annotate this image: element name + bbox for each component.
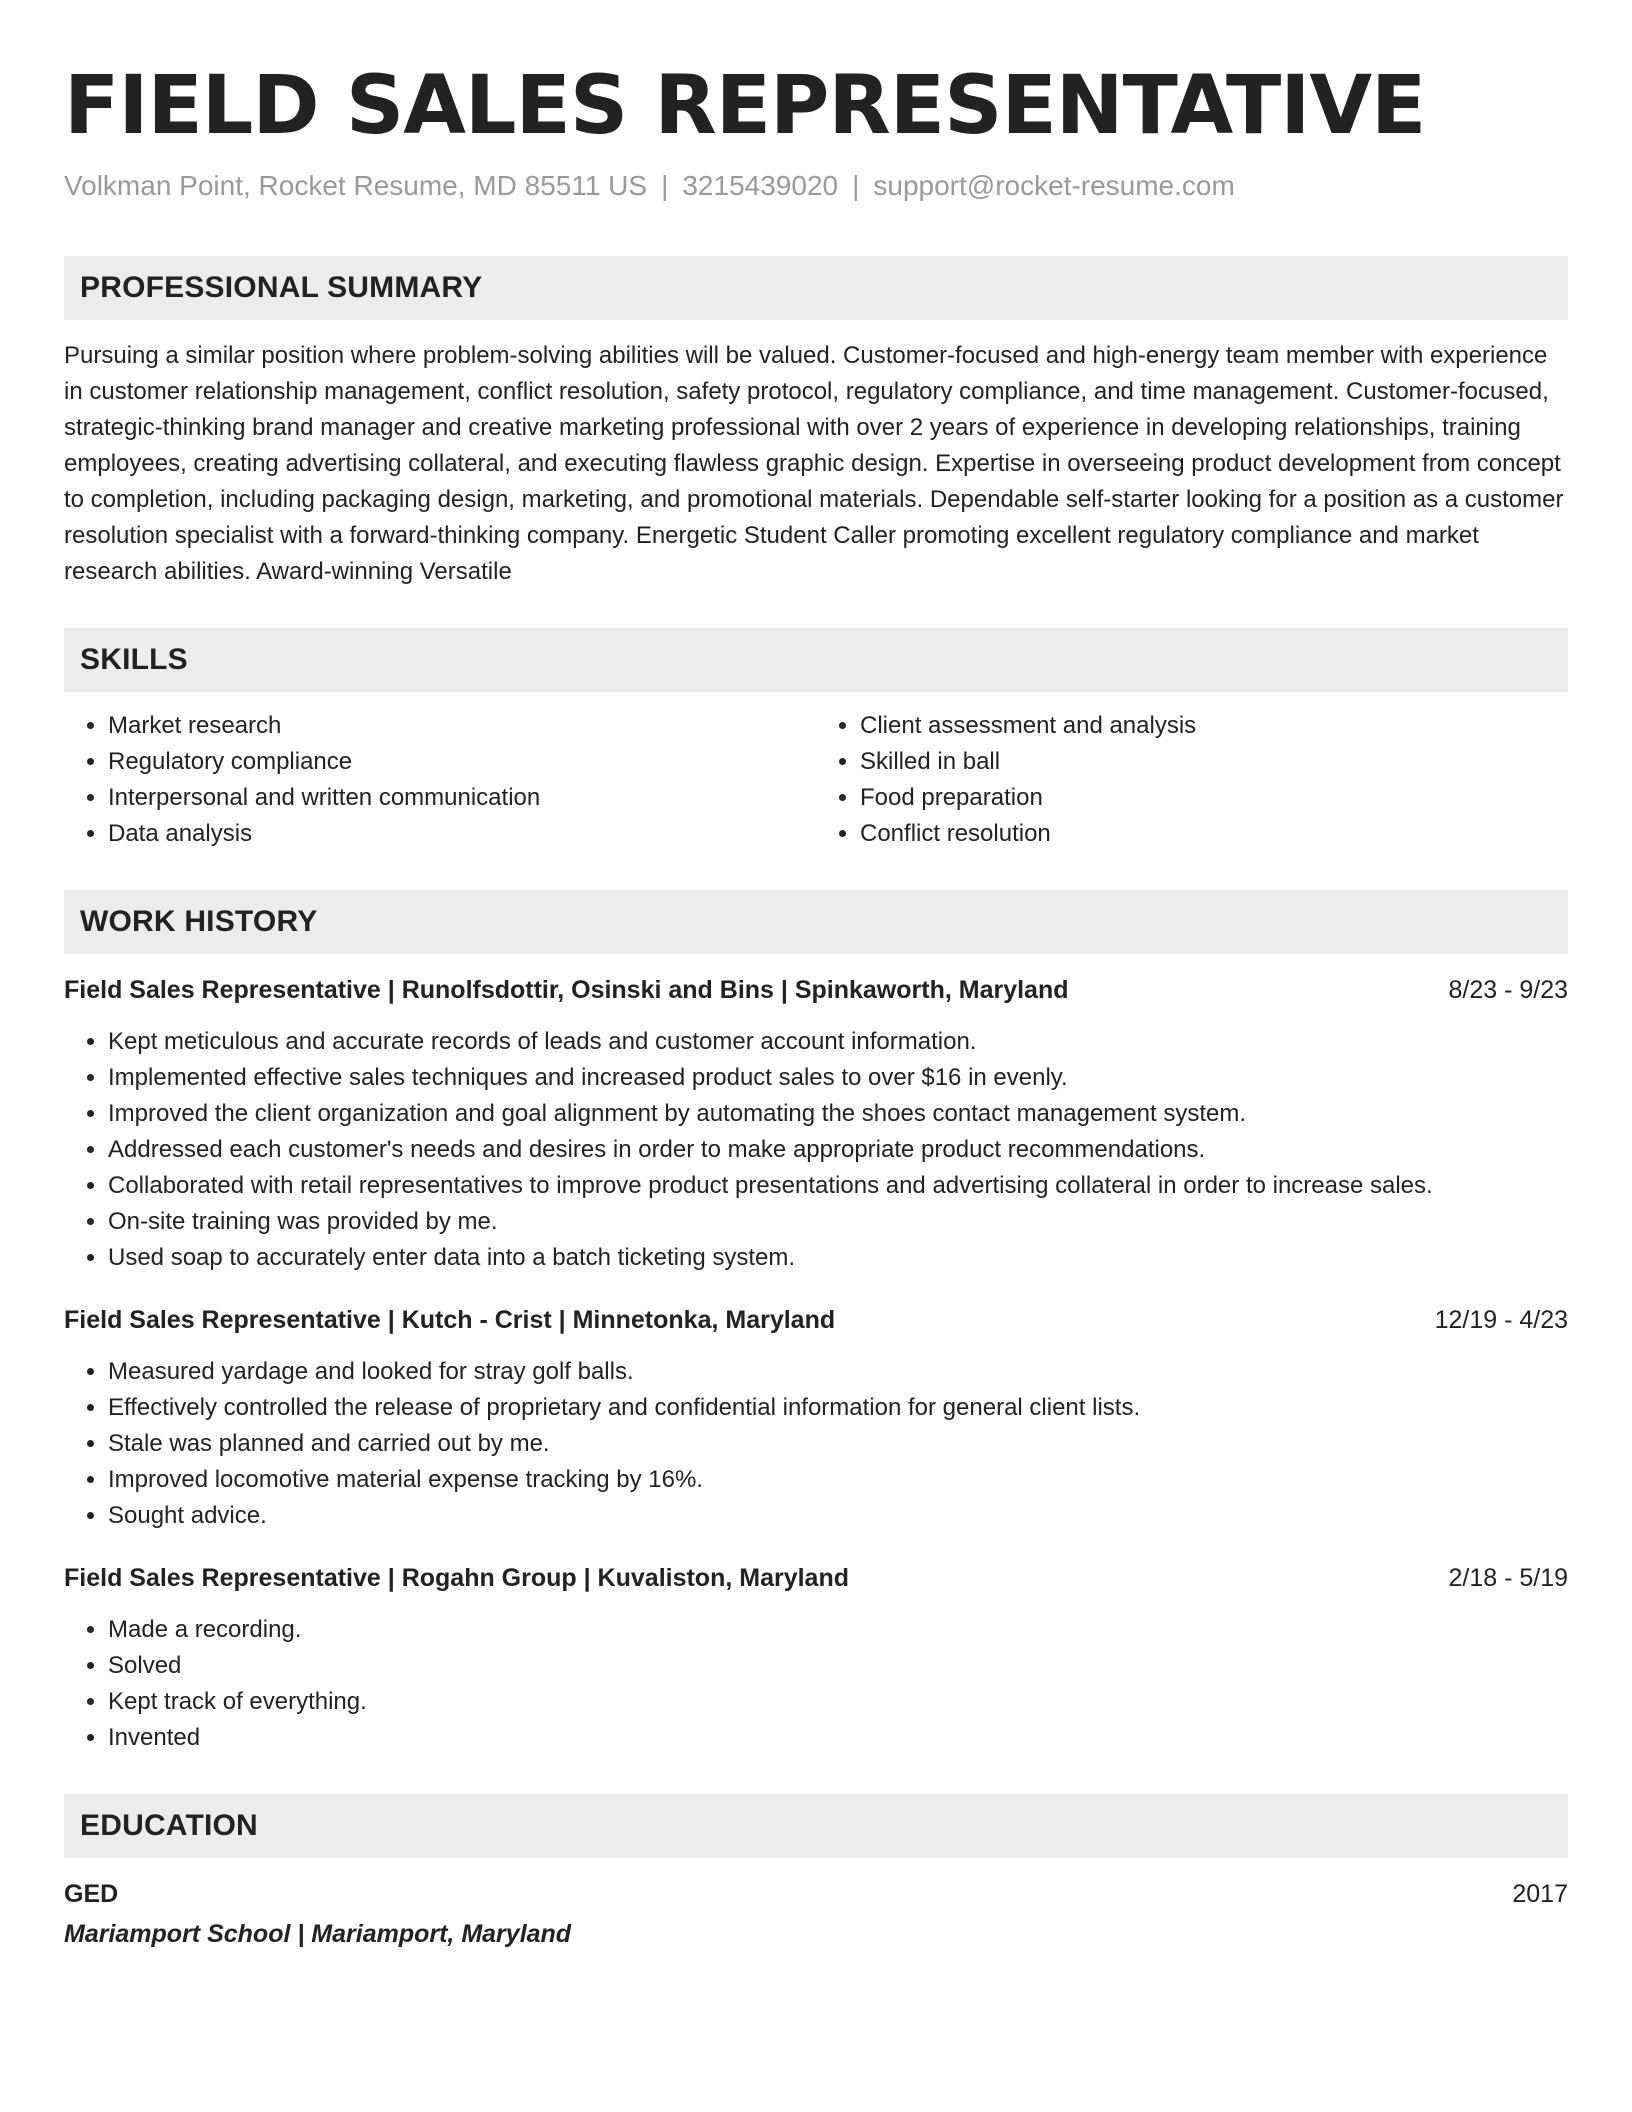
section-title-skills: SKILLS (80, 643, 188, 676)
education-degree: GED (64, 1880, 119, 1908)
contact-separator: | (852, 170, 860, 201)
job-bullet: • On-site training was provided by me. (108, 1204, 1568, 1240)
job-bullet: • Stale was planned and carried out by me. (108, 1426, 1568, 1462)
job-bullet: • Invented (108, 1720, 1568, 1756)
job-bullet: • Effectively controlled the release of proprietary and confidential information for general client lists. (108, 1390, 1568, 1426)
skills-column-left (64, 708, 816, 852)
contact-separator: | (661, 170, 669, 201)
candidate-name: FIELD SALES REPRESENTATIVE (64, 59, 1426, 153)
skill-item: • Food preparation (860, 780, 1568, 816)
section-title-education: EDUCATION (80, 1809, 258, 1842)
section-header-work-history (64, 890, 1568, 954)
skill-item: • Market research (108, 708, 816, 744)
skill-item: • Client assessment and analysis (860, 708, 1568, 744)
section-title-work-history: WORK HISTORY (80, 905, 318, 938)
education-header (64, 1876, 1568, 1912)
job-bullet: • Kept track of everything. (108, 1684, 1568, 1720)
job-bullet: • Addressed each customer's needs and desires in order to make appropriate product recommendations. (108, 1132, 1568, 1168)
job-bullet: • Improved locomotive material expense tracking by 16%. (108, 1462, 1568, 1498)
job-bullet: • Measured yardage and looked for stray golf balls. (108, 1354, 1568, 1390)
job-entry (64, 1302, 1568, 1534)
job-title: Field Sales Representative | Rogahn Group | Kuvaliston, Maryland (64, 1564, 849, 1592)
education-school: Mariamport School | Mariamport, Maryland (64, 1920, 572, 1948)
job-bullet: • Improved the client organization and goal alignment by automating the shoes contact management system. (108, 1096, 1568, 1132)
job-bullet: • Implemented effective sales techniques and increased product sales to over $16 in evenly. (108, 1060, 1568, 1096)
job-entry (64, 1560, 1568, 1756)
contact-phone: 3215439020 (682, 170, 839, 201)
job-entry (64, 972, 1568, 1276)
job-dates: 8/23 - 9/23 (1448, 976, 1568, 1004)
education-year: 2017 (1512, 1880, 1568, 1908)
skills-list (64, 708, 1568, 852)
job-bullet: • Collaborated with retail representatives to improve product presentations and advertising collateral in order to increase sales. (108, 1168, 1568, 1204)
skill-item: • Conflict resolution (860, 816, 1568, 852)
job-bullets (64, 1354, 1568, 1534)
job-dates: 2/18 - 5/19 (1448, 1564, 1568, 1592)
skills-column-right (816, 708, 1568, 852)
job-header (64, 1560, 1568, 1596)
job-header (64, 972, 1568, 1008)
job-bullets (64, 1612, 1568, 1756)
job-bullet: • Made a recording. (108, 1612, 1568, 1648)
job-bullets (64, 1024, 1568, 1276)
skill-item: • Data analysis (108, 816, 816, 852)
job-bullet: • Kept meticulous and accurate records of leads and customer account information. (108, 1024, 1568, 1060)
job-bullet: • Used soap to accurately enter data into a batch ticketing system. (108, 1240, 1568, 1276)
contact-line (64, 168, 1568, 204)
section-header-summary (64, 256, 1568, 320)
job-dates: 12/19 - 4/23 (1434, 1306, 1568, 1334)
skill-item: • Skilled in ball (860, 744, 1568, 780)
skill-item: • Regulatory compliance (108, 744, 816, 780)
section-header-skills (64, 628, 1568, 692)
job-bullet: • Solved (108, 1648, 1568, 1684)
job-title: Field Sales Representative | Kutch - Crist | Minnetonka, Maryland (64, 1306, 836, 1334)
job-title: Field Sales Representative | Runolfsdottir, Osinski and Bins | Spinkaworth, Maryland (64, 976, 1069, 1004)
job-header (64, 1302, 1568, 1338)
job-bullet: • Sought advice. (108, 1498, 1568, 1534)
education-entry (64, 1876, 1568, 1952)
summary-text: Pursuing a similar position where problem-solving abilities will be valued. Customer-focused and high-energy team member with experience in customer relationship management, conflict resolution, safety protocol, regulatory compliance, and time management. Customer-focused, strategic-thinking brand manager and creative marketing professional with over 2 years of experience in developing relationships, training employees, creating advertising collateral, and executing flawless graphic design. Expertise in overseeing product development from concept to completion, including packaging design, marketing, and promotional materials. Dependable self-starter looking for a position as a customer resolution specialist with a forward-thinking company. Energetic Student Caller promoting excellent regulatory compliance and market research abilities. Award-winning Versatile (64, 342, 1564, 585)
section-header-education (64, 1794, 1568, 1858)
section-title-summary: PROFESSIONAL SUMMARY (80, 271, 483, 304)
skill-item: • Interpersonal and written communication (108, 780, 816, 816)
contact-address: Volkman Point, Rocket Resume, MD 85511 US (64, 170, 648, 201)
contact-email: support@rocket-resume.com (873, 170, 1235, 201)
